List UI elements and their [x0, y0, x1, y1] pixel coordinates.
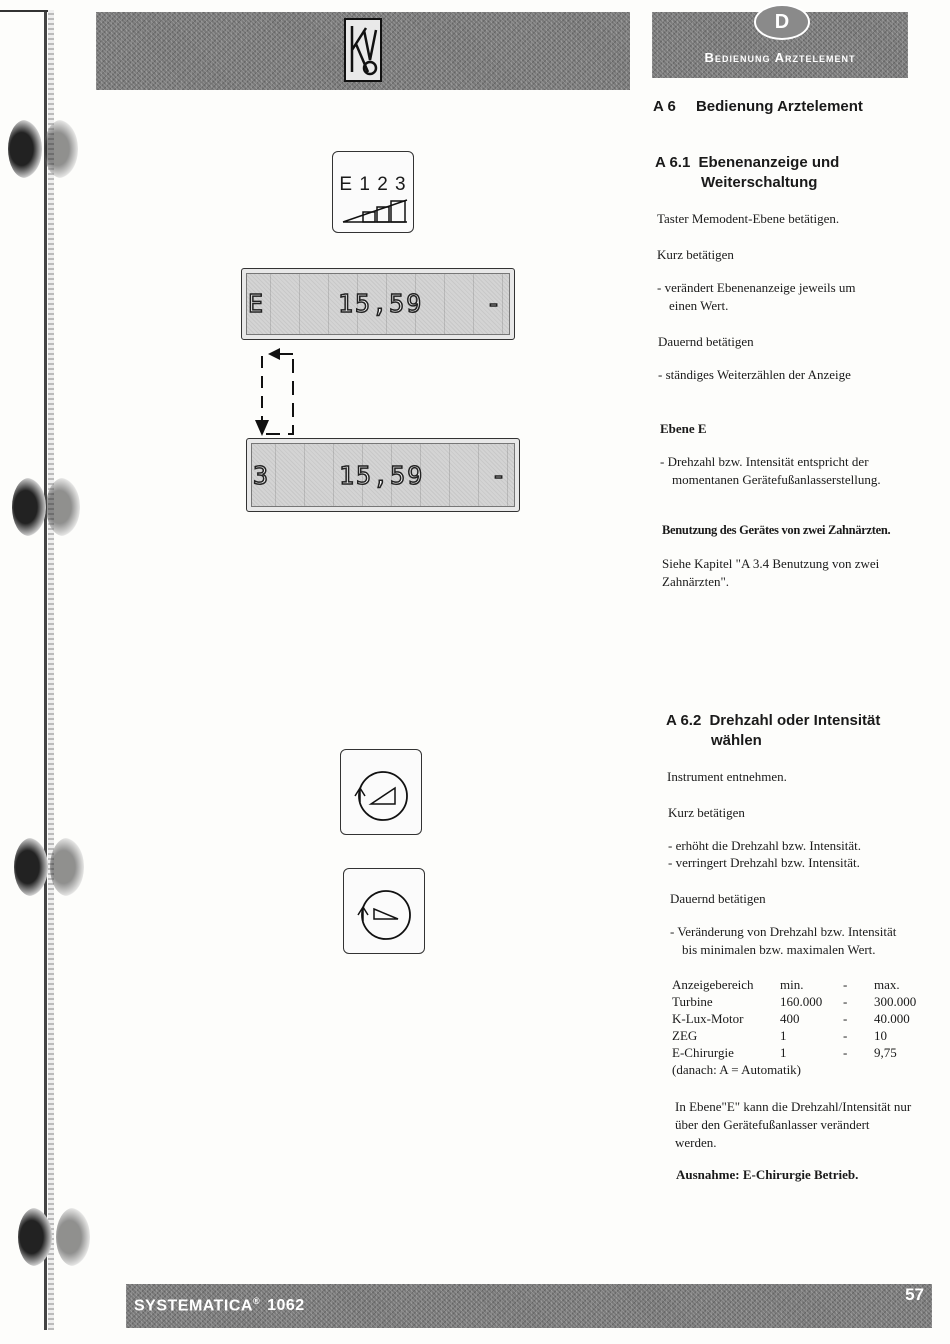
- lcd-display-level-3: [246, 438, 520, 512]
- punch-hole: [50, 838, 84, 896]
- increase-speed-button[interactable]: [340, 749, 422, 835]
- a61-text: Siehe Kapitel "A 3.4 Benutzung von zwei Zahnärzten".: [662, 556, 880, 589]
- level-button-label: E 1 2 3: [339, 174, 407, 195]
- memodent-level-button[interactable]: [332, 151, 414, 233]
- punch-hole: [44, 120, 78, 178]
- kavo-logo-icon: [346, 20, 380, 80]
- page-number: 57: [905, 1285, 924, 1304]
- decrease-icon: [344, 869, 424, 953]
- display-sign: -: [486, 289, 504, 318]
- table-row: Anzeigebereich min. - max.: [672, 977, 900, 992]
- a61-text: Dauernd betätigen: [658, 334, 754, 349]
- a62-bullet: - erhöht die Drehzahl bzw. Intensität.: [668, 838, 862, 853]
- header-title: Bedienung Arztelement: [704, 50, 856, 65]
- table-row: Turbine 160.000 - 300.000: [672, 994, 917, 1009]
- punch-hole: [8, 120, 42, 178]
- table-row: E-Chirurgie 1 - 9,75: [672, 1045, 897, 1060]
- punch-hole: [14, 838, 48, 896]
- punch-hole: [18, 1208, 52, 1266]
- a62-text: Kurz betätigen: [668, 805, 745, 820]
- section-a6-heading: A 6 Bedienung Arztelement: [653, 98, 863, 115]
- punch-hole: [46, 478, 80, 536]
- exception-note: Ausnahme: E-Chirurgie Betrieb.: [676, 1167, 859, 1182]
- cycle-arrow-icon: [252, 346, 300, 438]
- level-bars-icon: [341, 196, 409, 224]
- lcd-display-level-e: [241, 268, 515, 340]
- header-right-banner: [652, 12, 908, 78]
- benutzung-heading: Benutzung des Gerätes von zwei Zahnärzten.: [662, 523, 891, 537]
- display-value: 15,59: [339, 461, 425, 490]
- language-badge: D: [754, 4, 810, 40]
- decrease-speed-button[interactable]: [343, 868, 425, 954]
- ebene-e-heading: Ebene E: [660, 421, 707, 436]
- table-row: (danach: A = Automatik): [672, 1062, 802, 1077]
- product-name: SYSTEMATICA® 1062: [134, 1296, 305, 1315]
- display-level: E: [248, 289, 266, 318]
- table-row: K-Lux-Motor 400 - 40.000: [672, 1011, 910, 1026]
- table-row: ZEG 1 - 10: [672, 1028, 887, 1043]
- a62-text: In Ebene"E" kann die Drehzahl/Intensität nur über den Gerätefußanlasser verändert werden.: [675, 1099, 912, 1150]
- footer-banner: [126, 1284, 932, 1328]
- a61-text: Taster Memodent-Ebene betätigen.: [657, 211, 840, 226]
- display-level: 3: [253, 461, 271, 490]
- a61-bullet: - ständiges Weiterzählen der Anzeige: [658, 367, 851, 382]
- a62-bullet: - Veränderung von Drehzahl bzw. Intensität bis minimalen bzw. maximalen Wert.: [670, 924, 897, 957]
- display-sign: -: [491, 461, 509, 490]
- increase-icon: [341, 750, 421, 834]
- range-table: [672, 976, 916, 1078]
- binding-margin: [0, 0, 62, 1344]
- kavo-logo: [344, 18, 382, 82]
- display-value: 15,59: [338, 289, 424, 318]
- section-a62-heading: A 6.2 Drehzahl oder Intensität wählen: [666, 712, 881, 749]
- a61-bullet: - Drehzahl bzw. Intensität entspricht der momentanen Gerätefußanlasserstellung.: [660, 454, 881, 487]
- a62-text: Instrument entnehmen.: [667, 769, 787, 784]
- punch-hole: [56, 1208, 90, 1266]
- a62-text: Dauernd betätigen: [670, 891, 766, 906]
- header-left-banner: [96, 12, 630, 90]
- section-a61-heading: A 6.1 Ebenenanzeige und Weiterschaltung: [655, 154, 840, 191]
- a61-bullet: - verändert Ebenenanzeige jeweils um einen Wert.: [657, 280, 856, 313]
- a62-bullet: - verringert Drehzahl bzw. Intensität.: [668, 855, 860, 870]
- punch-hole: [12, 478, 46, 536]
- a61-text: Kurz betätigen: [657, 247, 734, 262]
